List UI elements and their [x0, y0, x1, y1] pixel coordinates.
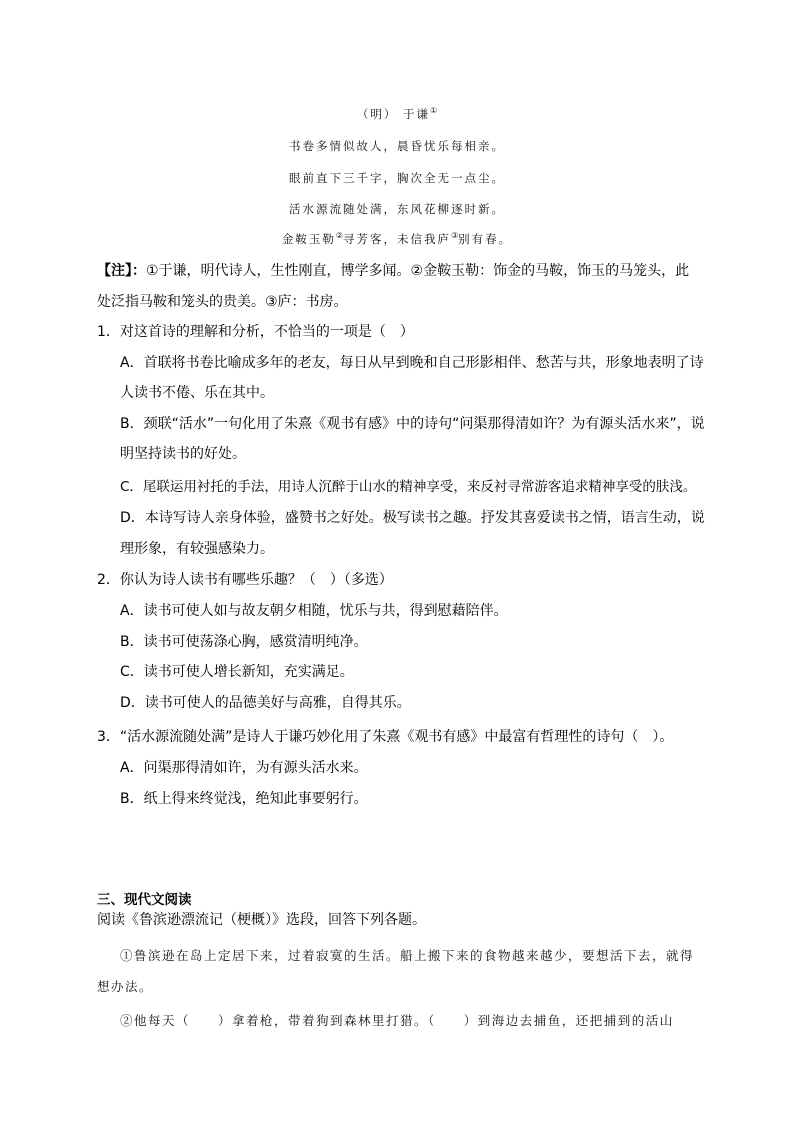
- question-2-option-a: A．读书可使人如与故友朝夕相随，忧乐与共，得到慰藉陪伴。: [120, 603, 508, 619]
- poem-line-3: 活水源流随处满，东风花柳逐时新。: [289, 202, 505, 216]
- note-heading: 【注】：: [97, 263, 146, 279]
- passage-paragraph-1: ①鲁滨逊在岛上定居下来，过着寂寞的生活。船上搬下来的食物越来越少，要想活下去，就得: [120, 948, 695, 963]
- note-line-2: 处泛指马鞍和笼头的贵美。③庐：书房。: [97, 294, 348, 310]
- question-1-option-d-cont: 理形象，有较强感染力。: [120, 541, 274, 557]
- poem-author-text: （明） 于谦: [356, 107, 430, 121]
- poem-line-4-part-3: 别有春。: [458, 232, 513, 246]
- passage-paragraph-1-cont: 想办法。: [97, 979, 154, 994]
- question-1-option-d: D．本诗写诗人亲身体验，盛赞书之好处。极写读书之趣。抒发其喜爱读书之情，语言生动，说: [120, 510, 705, 526]
- question-2-option-c: C．读书可使人增长新知，充实满足。: [120, 664, 354, 680]
- footnote-mark: ③: [451, 231, 459, 241]
- section-3-intro: 阅读《鲁滨逊漂流记（梗概）》选段，回答下列各题。: [97, 912, 426, 928]
- question-1-option-b-cont: 明坚持读书的好处。: [120, 446, 246, 462]
- footnote-mark: ①: [429, 106, 438, 116]
- note-text: ①于谦，明代诗人，生性刚直，博学多闻。②金鞍玉勒：饰金的马鞍，饰玉的马笼头，此: [146, 263, 690, 279]
- footnote-mark: ②: [335, 231, 343, 241]
- question-2-option-d: D．读书可使人的品德美好与高雅，自得其乐。: [120, 695, 411, 711]
- poem-line-4-part-2: 寻芳客，未信我庐: [343, 232, 451, 246]
- question-1-option-a: A．首联将书卷比喻成多年的老友，每日从早到晚和自己形影相伴、愁苦与共，形象地表明了诗: [120, 355, 704, 371]
- question-1-option-b: B．颈联“活水”一句化用了朱熹《观书有感》中的诗句“问渠那得清如许？为有源头活水来”，说: [120, 416, 705, 432]
- question-1-option-c: C．尾联运用衬托的手法，用诗人沉醉于山水的精神享受，来反衬寻常游客追求精神享受的肤浅。: [120, 479, 697, 495]
- question-1-option-a-cont: 人读书不倦、乐在其中。: [120, 385, 274, 401]
- question-3-option-a: A．问渠那得清如许，为有源头活水来。: [120, 760, 368, 776]
- poem-author: [0, 106, 794, 122]
- question-2-option-b: B．读书可使荡涤心胸，感赏清明纯净。: [120, 634, 368, 650]
- note-line-1: [97, 261, 689, 281]
- poem-line-1: 书卷多情似故人，晨昏忧乐每相亲。: [289, 139, 505, 153]
- passage-paragraph-2: ②他每天（ ）拿着枪，带着狗到森林里打猎。（ ）到海边去捕鱼，还把捕到的活山: [120, 1013, 674, 1028]
- question-3-option-b: B．纸上得来终觉浅，绝知此事要躬行。: [120, 791, 368, 807]
- poem-line-2: 眼前直下三千字，胸次全无一点尘。: [289, 171, 505, 185]
- section-3-title: 三、现代文阅读: [97, 892, 192, 908]
- question-3-stem: 3．“活水源流随处满”是诗人于谦巧妙化用了朱熹《观书有感》中最富有哲理性的诗句（ ）。: [97, 729, 674, 745]
- question-2-stem: 2．你认为诗人读书有哪些乐趣？（ ）（多选）: [97, 572, 393, 588]
- poem-line-4: [0, 231, 794, 247]
- poem-line-4-part-1: 金鞍玉勒: [281, 232, 336, 246]
- question-1-stem: 1．对这首诗的理解和分析，不恰当的一项是（ ）: [97, 324, 414, 340]
